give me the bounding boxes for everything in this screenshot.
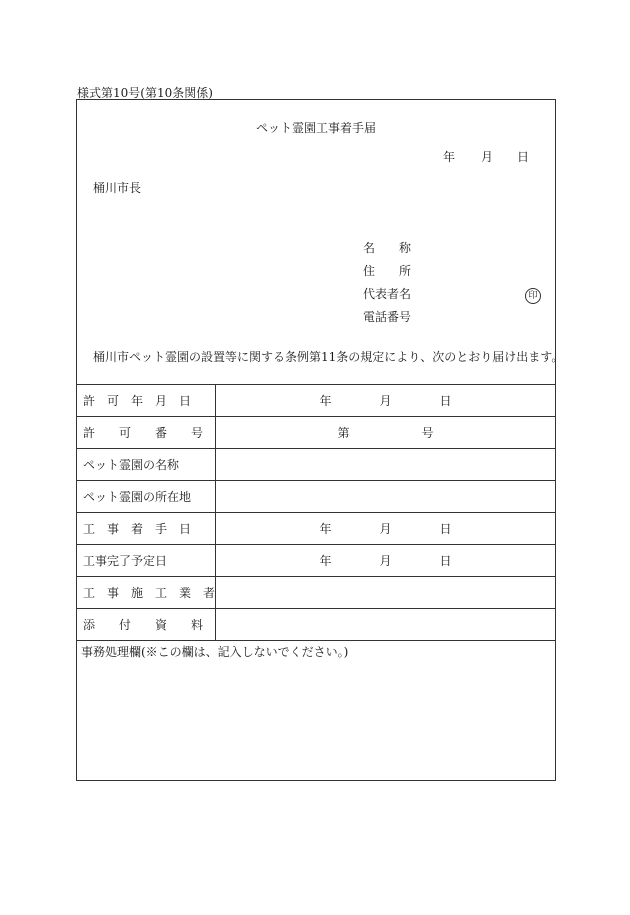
field-value[interactable] [216, 609, 555, 641]
field-label: ペット霊園の所在地 [77, 481, 216, 513]
table-row [77, 545, 555, 577]
field-label: 許 可 番 号 [77, 417, 216, 449]
field-label: 許 可 年 月 日 [77, 385, 216, 417]
form-title: ペット霊園工事着手届 [255, 121, 376, 135]
table-row [77, 577, 555, 609]
statement-text: 桶川市ペット霊園の設置等に関する条例第11条の規定により、次のとおり届け出ます。 [93, 350, 564, 364]
table-row [77, 513, 555, 545]
field-label: 添 付 資 料 [77, 609, 216, 641]
field-value[interactable]: 第 号 [216, 417, 555, 449]
field-value[interactable] [216, 449, 555, 481]
phone-label: 電話番号 [363, 310, 412, 324]
table-row [77, 417, 555, 449]
table-row [77, 609, 555, 641]
field-value[interactable]: 年 月 日 [216, 513, 555, 545]
address-label: 住 所 [363, 264, 412, 278]
field-label: 工事完了予定日 [77, 545, 216, 577]
representative-label: 代表者名 [363, 287, 412, 301]
field-value[interactable]: 年 月 日 [216, 545, 555, 577]
field-value[interactable] [216, 577, 555, 609]
seal-mark: 印 [525, 288, 541, 304]
applicant-block [363, 240, 411, 332]
field-value[interactable] [216, 481, 555, 513]
date-month-label: 月 [481, 150, 494, 164]
form-number: 様式第10号(第10条関係) [77, 86, 213, 100]
date-day-label: 日 [517, 150, 530, 164]
name-label: 名 称 [363, 241, 412, 255]
table-row [77, 449, 555, 481]
office-use-box [77, 640, 555, 781]
form-frame [76, 99, 564, 781]
field-label: 工 事 着 手 日 [77, 513, 216, 545]
table-row [77, 385, 555, 417]
addressee: 桶川市長 [93, 181, 142, 195]
table-row [77, 481, 555, 513]
field-label: 工 事 施 工 業 者 [77, 577, 216, 609]
date-year-label: 年 [443, 150, 456, 164]
field-label: ペット霊園の名称 [77, 449, 216, 481]
field-value[interactable]: 年 月 日 [216, 385, 555, 417]
office-use-label: 事務処理欄(※この欄は、記入しないでください。) [81, 645, 349, 659]
details-table [77, 384, 555, 640]
